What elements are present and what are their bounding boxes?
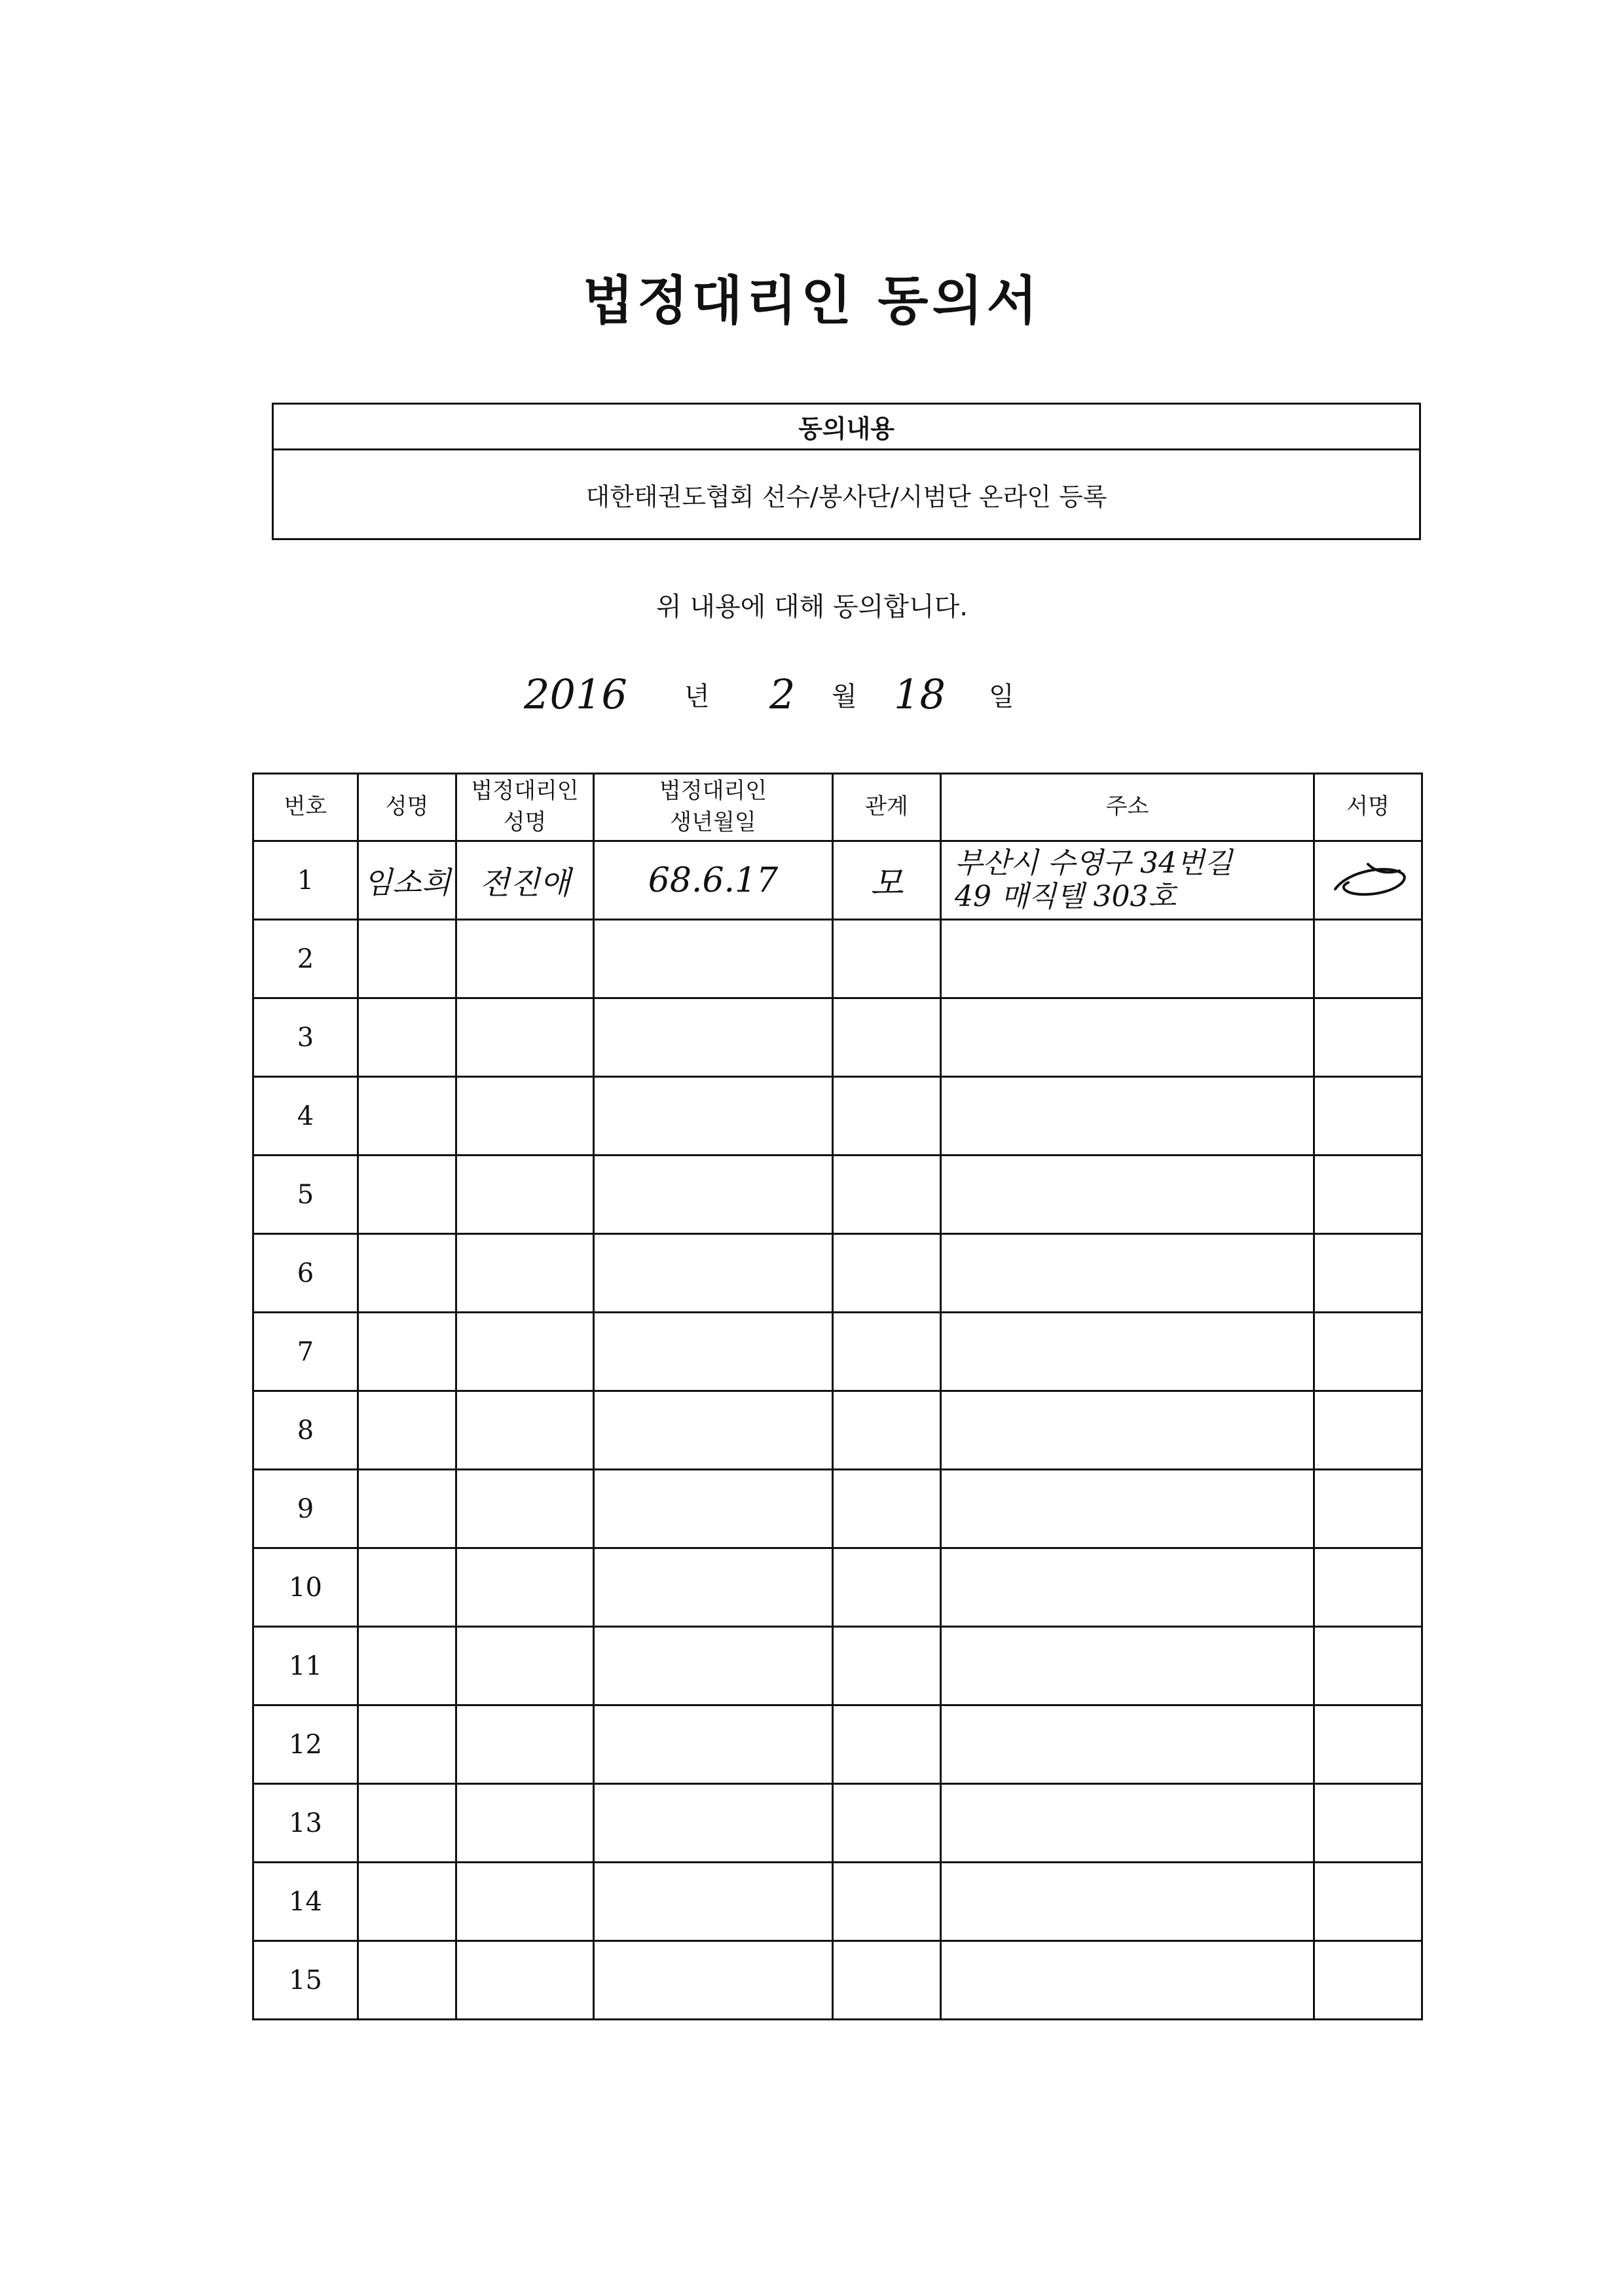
cell-name — [358, 1234, 456, 1313]
cell-relation — [833, 1391, 941, 1470]
cell-guardian-birth — [594, 1705, 833, 1784]
cell-no: 7 — [253, 1313, 358, 1391]
cell-no: 10 — [253, 1548, 358, 1627]
date-day-label: 일 — [989, 681, 1014, 712]
cell-guardian-name — [456, 920, 594, 998]
date-month-label-wrap — [832, 661, 857, 727]
table-row — [253, 1077, 1422, 1156]
cell-address — [941, 1156, 1314, 1234]
cell-guardian-birth — [594, 1391, 833, 1470]
cell-no: 2 — [253, 920, 358, 998]
cell-name — [358, 1391, 456, 1470]
cell-address-line2: 49 매직텔 303호 — [955, 879, 1176, 913]
cell-relation — [833, 1234, 941, 1313]
consent-header: 동의내용 — [274, 405, 1419, 450]
cell-name — [358, 1548, 456, 1627]
cell-signature — [1314, 998, 1422, 1077]
cell-relation — [833, 920, 941, 998]
table-row — [253, 1627, 1422, 1705]
cell-relation — [833, 1077, 941, 1156]
header-guardian-birth-line1: 법정대리인 — [659, 778, 767, 805]
handwritten-signature — [1322, 851, 1414, 903]
cell-guardian-birth — [594, 1234, 833, 1313]
cell-signature — [1314, 920, 1422, 998]
cell-name — [358, 1863, 456, 1941]
date-month-label: 월 — [832, 681, 857, 712]
table-row — [253, 1941, 1422, 2020]
cell-guardian-birth — [594, 1077, 833, 1156]
cell-guardian-name — [456, 1156, 594, 1234]
cell-relation — [833, 1156, 941, 1234]
cell-signature — [1314, 1705, 1422, 1784]
cell-guardian-birth — [594, 1784, 833, 1863]
cell-address — [941, 1548, 1314, 1627]
cell-signature — [1314, 1234, 1422, 1313]
cell-no: 13 — [253, 1784, 358, 1863]
table-header-row — [253, 774, 1422, 841]
cell-name — [358, 1313, 456, 1391]
cell-guardian-name — [456, 1784, 594, 1863]
cell-guardian-name — [456, 1313, 594, 1391]
table-row — [253, 1470, 1422, 1548]
cell-guardian-birth — [594, 1156, 833, 1234]
header-guardian-name — [456, 774, 594, 841]
consent-box — [272, 403, 1421, 540]
table-row — [253, 1548, 1422, 1627]
cell-no: 12 — [253, 1705, 358, 1784]
cell-no: 5 — [253, 1156, 358, 1234]
document-title: 법정대리인 동의서 — [582, 270, 1042, 331]
cell-address — [941, 1077, 1314, 1156]
cell-name — [358, 1784, 456, 1863]
header-no: 번호 — [253, 774, 358, 841]
header-guardian-name-line2: 성명 — [503, 809, 547, 835]
cell-no: 8 — [253, 1391, 358, 1470]
table-row — [253, 920, 1422, 998]
cell-no: 15 — [253, 1941, 358, 2020]
cell-guardian-birth — [594, 1941, 833, 2020]
cell-name — [358, 1077, 456, 1156]
table-row — [253, 998, 1422, 1077]
date-month-value: 2 — [769, 670, 796, 718]
cell-address — [941, 1313, 1314, 1391]
cell-name — [358, 1941, 456, 2020]
header-guardian-birth-line2: 생년월일 — [670, 809, 756, 835]
cell-relation — [833, 1548, 941, 1627]
cell-relation — [833, 1470, 941, 1548]
cell-signature — [1314, 1470, 1422, 1548]
date-year-label: 년 — [684, 681, 710, 712]
header-address: 주소 — [941, 774, 1314, 841]
cell-address — [941, 1627, 1314, 1705]
table-row — [253, 841, 1422, 920]
cell-address — [941, 1470, 1314, 1548]
header-guardian-name-line1: 법정대리인 — [471, 778, 579, 805]
cell-relation: 모 — [833, 841, 941, 920]
date-year-label-wrap — [684, 661, 710, 727]
date-month — [769, 661, 795, 727]
cell-relation — [833, 1313, 941, 1391]
cell-signature — [1314, 1077, 1422, 1156]
cell-name — [358, 998, 456, 1077]
cell-guardian-name — [456, 1077, 594, 1156]
cell-signature — [1314, 1863, 1422, 1941]
cell-guardian-birth — [594, 1548, 833, 1627]
cell-signature — [1314, 1156, 1422, 1234]
cell-no: 9 — [253, 1470, 358, 1548]
cell-address — [941, 920, 1314, 998]
cell-guardian-name — [456, 1705, 594, 1784]
cell-name — [358, 1627, 456, 1705]
cell-address — [941, 998, 1314, 1077]
cell-guardian-name — [456, 1470, 594, 1548]
cell-address — [941, 1234, 1314, 1313]
cell-address-line1: 부산시 수영구 34번길 — [955, 846, 1232, 880]
cell-signature — [1314, 1627, 1422, 1705]
cell-relation — [833, 1705, 941, 1784]
cell-signature — [1314, 1548, 1422, 1627]
table-body — [253, 841, 1422, 2020]
guardian-table — [252, 773, 1423, 2020]
cell-no: 1 — [253, 841, 358, 920]
cell-guardian-name — [456, 1627, 594, 1705]
cell-guardian-birth — [594, 1313, 833, 1391]
cell-no: 6 — [253, 1234, 358, 1313]
date-day-value: 18 — [894, 670, 946, 718]
cell-guardian-name — [456, 1234, 594, 1313]
cell-address — [941, 841, 1314, 920]
cell-relation — [833, 1627, 941, 1705]
cell-signature — [1314, 1784, 1422, 1863]
cell-guardian-name — [456, 1391, 594, 1470]
cell-address — [941, 1863, 1314, 1941]
cell-guardian-birth — [594, 920, 833, 998]
cell-relation — [833, 1863, 941, 1941]
cell-no: 3 — [253, 998, 358, 1077]
cell-guardian-birth — [594, 1627, 833, 1705]
date-day — [894, 661, 946, 727]
cell-guardian-name — [456, 1548, 594, 1627]
cell-guardian-birth — [594, 1863, 833, 1941]
cell-guardian-name — [456, 1863, 594, 1941]
cell-guardian-birth — [594, 998, 833, 1077]
date-day-label-wrap — [989, 661, 1014, 727]
cell-signature — [1314, 1391, 1422, 1470]
cell-name — [358, 920, 456, 998]
cell-signature — [1314, 1313, 1422, 1391]
date-year-value: 2016 — [524, 670, 627, 718]
header-guardian-birth — [594, 774, 833, 841]
table-row — [253, 1156, 1422, 1234]
header-signature: 서명 — [1314, 774, 1422, 841]
table-row — [253, 1863, 1422, 1941]
cell-address — [941, 1784, 1314, 1863]
cell-signature — [1314, 841, 1422, 920]
cell-no: 4 — [253, 1077, 358, 1156]
table-row — [253, 1391, 1422, 1470]
cell-no: 14 — [253, 1863, 358, 1941]
agreement-statement: 위 내용에 대해 동의합니다. — [656, 592, 968, 622]
cell-guardian-name — [456, 998, 594, 1077]
cell-relation — [833, 998, 941, 1077]
cell-signature — [1314, 1941, 1422, 2020]
table-row — [253, 1784, 1422, 1863]
header-name: 성명 — [358, 774, 456, 841]
cell-name: 임소희 — [358, 841, 456, 920]
cell-relation — [833, 1784, 941, 1863]
consent-content: 대한태권도협회 선수/봉사단/시범단 온라인 등록 — [585, 482, 1107, 511]
header-relation: 관계 — [833, 774, 941, 841]
cell-guardian-birth: 68.6.17 — [594, 841, 833, 920]
cell-address — [941, 1391, 1314, 1470]
cell-address — [941, 1705, 1314, 1784]
table-row — [253, 1705, 1422, 1784]
cell-name — [358, 1470, 456, 1548]
date-year — [524, 661, 627, 727]
table-row — [253, 1234, 1422, 1313]
cell-guardian-birth — [594, 1470, 833, 1548]
cell-guardian-name — [456, 1941, 594, 2020]
table-row — [253, 1313, 1422, 1391]
cell-relation — [833, 1941, 941, 2020]
cell-name — [358, 1156, 456, 1234]
cell-address — [941, 1941, 1314, 2020]
cell-guardian-name: 전진애 — [456, 841, 594, 920]
cell-name — [358, 1705, 456, 1784]
cell-no: 11 — [253, 1627, 358, 1705]
